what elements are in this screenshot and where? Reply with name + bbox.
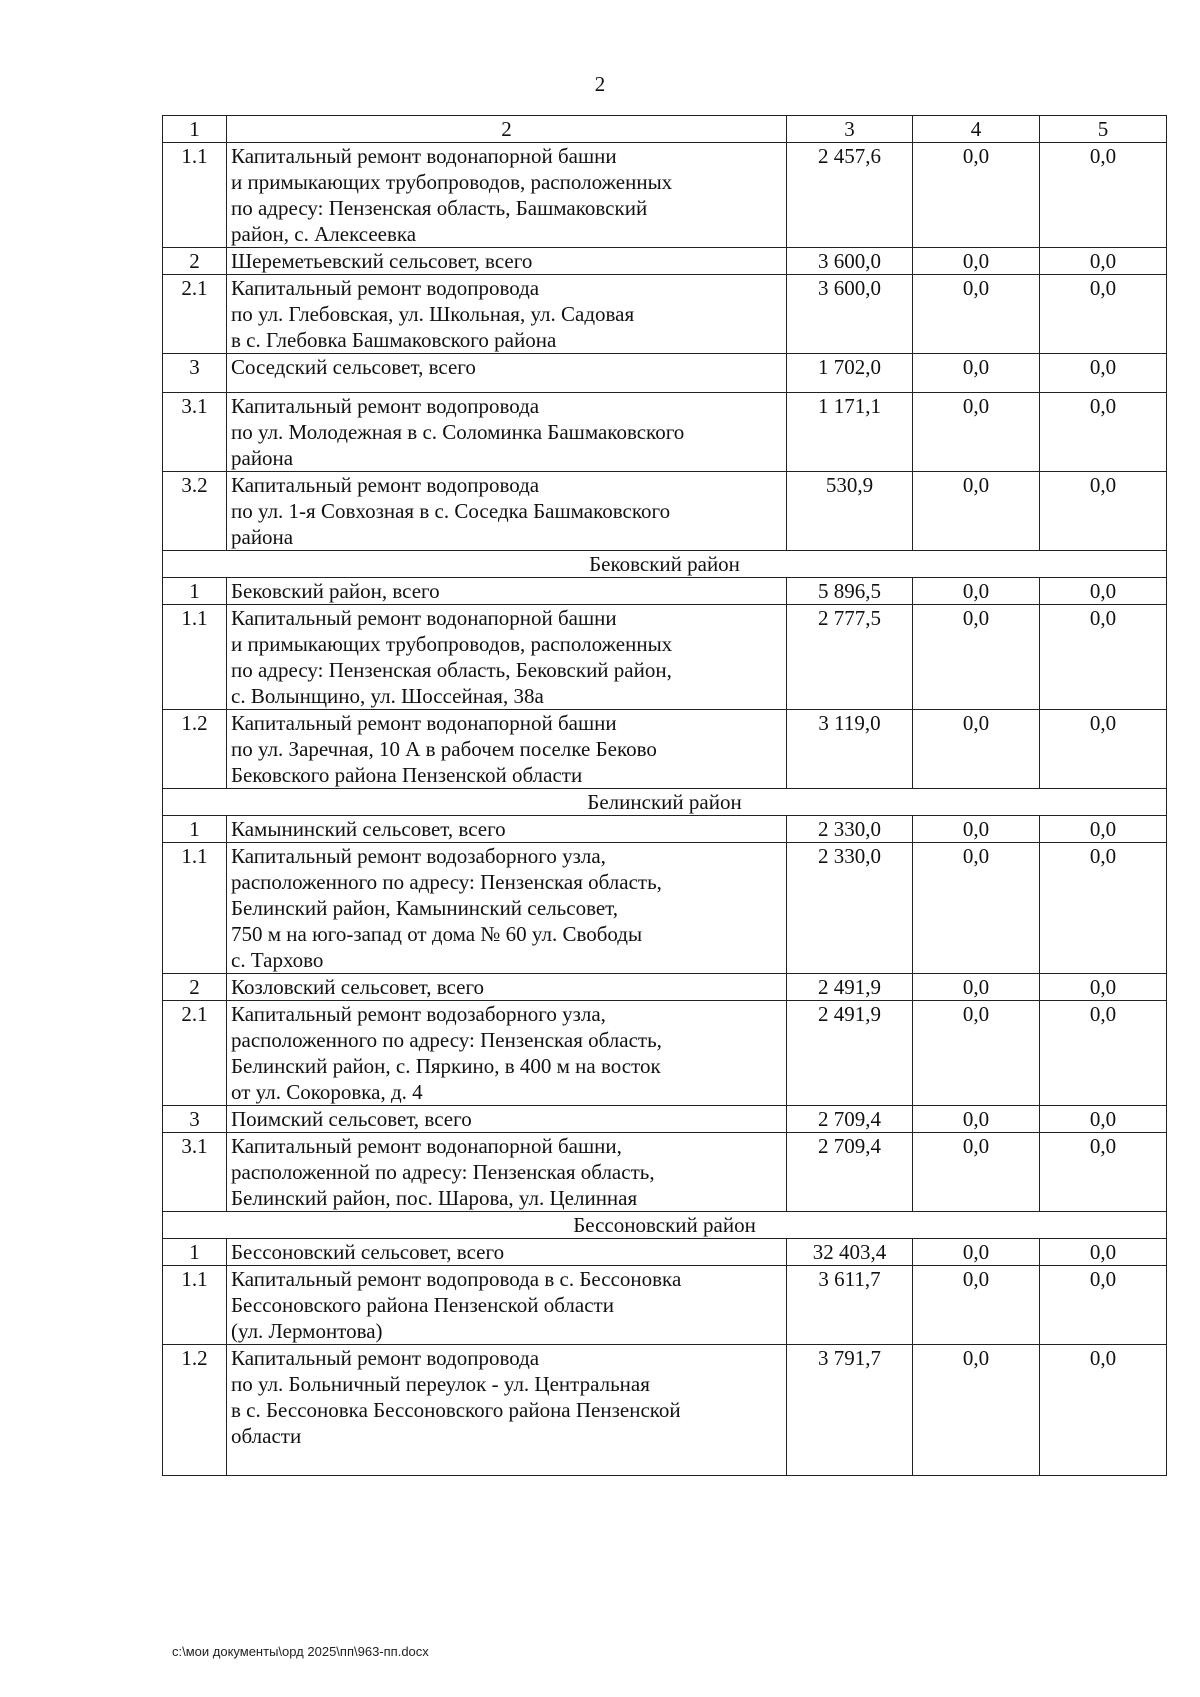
- row-number: 2: [163, 974, 227, 1001]
- row-description: Капитальный ремонт водопровода по ул. Молодежная в с. Соломинка Башмаковского района: [227, 393, 787, 472]
- row-value-col5: 0,0: [1040, 354, 1167, 393]
- row-value-col3: 3 600,0: [787, 275, 913, 354]
- row-value-col5: 0,0: [1040, 710, 1167, 789]
- row-value-col4: 0,0: [913, 248, 1040, 275]
- row-value-col5: 0,0: [1040, 816, 1167, 843]
- row-value-col3: 2 709,4: [787, 1106, 913, 1133]
- row-number: 1.2: [163, 710, 227, 789]
- table-row: [163, 1106, 1167, 1133]
- header-col-3: 3: [787, 116, 913, 143]
- row-value-col3: 32 403,4: [787, 1239, 913, 1266]
- row-value-col5: 0,0: [1040, 974, 1167, 1001]
- row-number: 2.1: [163, 1001, 227, 1106]
- header-col-1: 1: [163, 116, 227, 143]
- header-col-5: 5: [1040, 116, 1167, 143]
- table-row: [163, 472, 1167, 551]
- row-value-col3: 5 896,5: [787, 578, 913, 605]
- row-value-col5: 0,0: [1040, 578, 1167, 605]
- row-value-col5: 0,0: [1040, 1345, 1167, 1476]
- table-row: [163, 974, 1167, 1001]
- row-number: 3.1: [163, 393, 227, 472]
- row-value-col4: 0,0: [913, 710, 1040, 789]
- section-title: Бессоновский район: [163, 1212, 1167, 1239]
- page-number: 2: [594, 72, 606, 96]
- row-description: Камынинский сельсовет, всего: [227, 816, 787, 843]
- row-value-col4: 0,0: [913, 816, 1040, 843]
- row-value-col4: 0,0: [913, 1345, 1040, 1476]
- row-value-col5: 0,0: [1040, 393, 1167, 472]
- row-value-col4: 0,0: [913, 1266, 1040, 1345]
- row-value-col5: 0,0: [1040, 1266, 1167, 1345]
- row-value-col3: 2 709,4: [787, 1133, 913, 1212]
- row-value-col4: 0,0: [913, 275, 1040, 354]
- row-description: Капитальный ремонт водопровода по ул. Больничный переулок - ул. Центральная в с. Бессоновка Бессоновского района Пензенской области: [227, 1345, 787, 1476]
- table-row: [163, 710, 1167, 789]
- row-description: Капитальный ремонт водопровода по ул. 1-я Совхозная в с. Соседка Башмаковского района: [227, 472, 787, 551]
- row-value-col3: 3 791,7: [787, 1345, 913, 1476]
- table-body: [163, 116, 1167, 1476]
- row-value-col4: 0,0: [913, 974, 1040, 1001]
- header-col-2: 2: [227, 116, 787, 143]
- row-value-col4: 0,0: [913, 354, 1040, 393]
- header-col-4: 4: [913, 116, 1040, 143]
- row-value-col5: 0,0: [1040, 1239, 1167, 1266]
- row-value-col4: 0,0: [913, 1001, 1040, 1106]
- row-number: 1: [163, 816, 227, 843]
- row-description: Бессоновский сельсовет, всего: [227, 1239, 787, 1266]
- row-value-col4: 0,0: [913, 1133, 1040, 1212]
- row-value-col4: 0,0: [913, 1239, 1040, 1266]
- row-value-col3: 2 491,9: [787, 1001, 913, 1106]
- row-value-col5: 0,0: [1040, 472, 1167, 551]
- row-description: Бековский район, всего: [227, 578, 787, 605]
- row-description: Капитальный ремонт водозаборного узла, расположенного по адресу: Пензенская область, Белинский район, с. Пяркино, в 400 м на восток от ул. Сокоровка, д. 4: [227, 1001, 787, 1106]
- row-value-col5: 0,0: [1040, 143, 1167, 248]
- row-description: Шереметьевский сельсовет, всего: [227, 248, 787, 275]
- row-value-col5: 0,0: [1040, 843, 1167, 974]
- section-title: Белинский район: [163, 789, 1167, 816]
- row-number: 3: [163, 354, 227, 393]
- row-value-col5: 0,0: [1040, 248, 1167, 275]
- row-number: 1.1: [163, 605, 227, 710]
- table-row: [163, 578, 1167, 605]
- row-value-col3: 1 702,0: [787, 354, 913, 393]
- section-header-row: [163, 551, 1167, 578]
- row-description: Капитальный ремонт водонапорной башни, расположенной по адресу: Пензенская область, Белинский район, пос. Шарова, ул. Целинная: [227, 1133, 787, 1212]
- table-row: [163, 1001, 1167, 1106]
- row-description: Капитальный ремонт водонапорной башни по ул. Заречная, 10 А в рабочем поселке Беково Бековского района Пензенской области: [227, 710, 787, 789]
- row-value-col5: 0,0: [1040, 605, 1167, 710]
- row-value-col3: 2 330,0: [787, 843, 913, 974]
- row-value-col4: 0,0: [913, 605, 1040, 710]
- table-row: [163, 248, 1167, 275]
- row-number: 3: [163, 1106, 227, 1133]
- row-description: Капитальный ремонт водопровода в с. Бессоновка Бессоновского района Пензенской области (ул. Лермонтова): [227, 1266, 787, 1345]
- row-number: 2: [163, 248, 227, 275]
- row-value-col4: 0,0: [913, 143, 1040, 248]
- row-number: 1: [163, 578, 227, 605]
- table-row: [163, 275, 1167, 354]
- row-description: Капитальный ремонт водонапорной башни и примыкающих трубопроводов, расположенных по адресу: Пензенская область, Бековский район, с. Волынщино, ул. Шоссейная, 38а: [227, 605, 787, 710]
- row-value-col5: 0,0: [1040, 1001, 1167, 1106]
- row-number: 3.2: [163, 472, 227, 551]
- table-row: [163, 1266, 1167, 1345]
- row-number: 1.1: [163, 1266, 227, 1345]
- row-value-col3: 530,9: [787, 472, 913, 551]
- row-number: 2.1: [163, 275, 227, 354]
- section-header-row: [163, 789, 1167, 816]
- table-row: [163, 393, 1167, 472]
- row-value-col5: 0,0: [1040, 1106, 1167, 1133]
- table-row: [163, 143, 1167, 248]
- row-number: 1.2: [163, 1345, 227, 1476]
- row-value-col4: 0,0: [913, 1106, 1040, 1133]
- table-row: [163, 1345, 1167, 1476]
- table-row: [163, 1133, 1167, 1212]
- budget-table: [162, 115, 1167, 1476]
- row-value-col3: 1 171,1: [787, 393, 913, 472]
- row-value-col3: 2 777,5: [787, 605, 913, 710]
- row-number: 1.1: [163, 843, 227, 974]
- row-value-col3: 3 611,7: [787, 1266, 913, 1345]
- row-value-col5: 0,0: [1040, 1133, 1167, 1212]
- file-path-footer: c:\мои документы\орд 2025\пп\963-пп.docx: [172, 1644, 429, 1659]
- table-row: [163, 605, 1167, 710]
- row-value-col3: 3 600,0: [787, 248, 913, 275]
- section-title: Бековский район: [163, 551, 1167, 578]
- row-value-col4: 0,0: [913, 472, 1040, 551]
- section-header-row: [163, 1212, 1167, 1239]
- row-description: Капитальный ремонт водонапорной башни и примыкающих трубопроводов, расположенных по адресу: Пензенская область, Башмаковский район, с. Алексеевка: [227, 143, 787, 248]
- row-value-col3: 2 330,0: [787, 816, 913, 843]
- table-row: [163, 354, 1167, 393]
- row-value-col4: 0,0: [913, 578, 1040, 605]
- row-value-col3: 3 119,0: [787, 710, 913, 789]
- row-number: 3.1: [163, 1133, 227, 1212]
- row-description: Козловский сельсовет, всего: [227, 974, 787, 1001]
- table-row: [163, 1239, 1167, 1266]
- row-value-col4: 0,0: [913, 393, 1040, 472]
- row-value-col3: 2 457,6: [787, 143, 913, 248]
- row-description: Поимский сельсовет, всего: [227, 1106, 787, 1133]
- table-header-row: [163, 116, 1167, 143]
- table-row: [163, 843, 1167, 974]
- row-value-col5: 0,0: [1040, 275, 1167, 354]
- row-number: 1.1: [163, 143, 227, 248]
- row-description: Капитальный ремонт водозаборного узла, расположенного по адресу: Пензенская область, Белинский район, Камынинский сельсовет, 750 м на юго-запад от дома № 60 ул. Свободы с. Тархово: [227, 843, 787, 974]
- row-description: Капитальный ремонт водопровода по ул. Глебовская, ул. Школьная, ул. Садовая в с. Глебовка Башмаковского района: [227, 275, 787, 354]
- row-value-col3: 2 491,9: [787, 974, 913, 1001]
- row-value-col4: 0,0: [913, 843, 1040, 974]
- row-description: Соседский сельсовет, всего: [227, 354, 787, 393]
- row-number: 1: [163, 1239, 227, 1266]
- table-row: [163, 816, 1167, 843]
